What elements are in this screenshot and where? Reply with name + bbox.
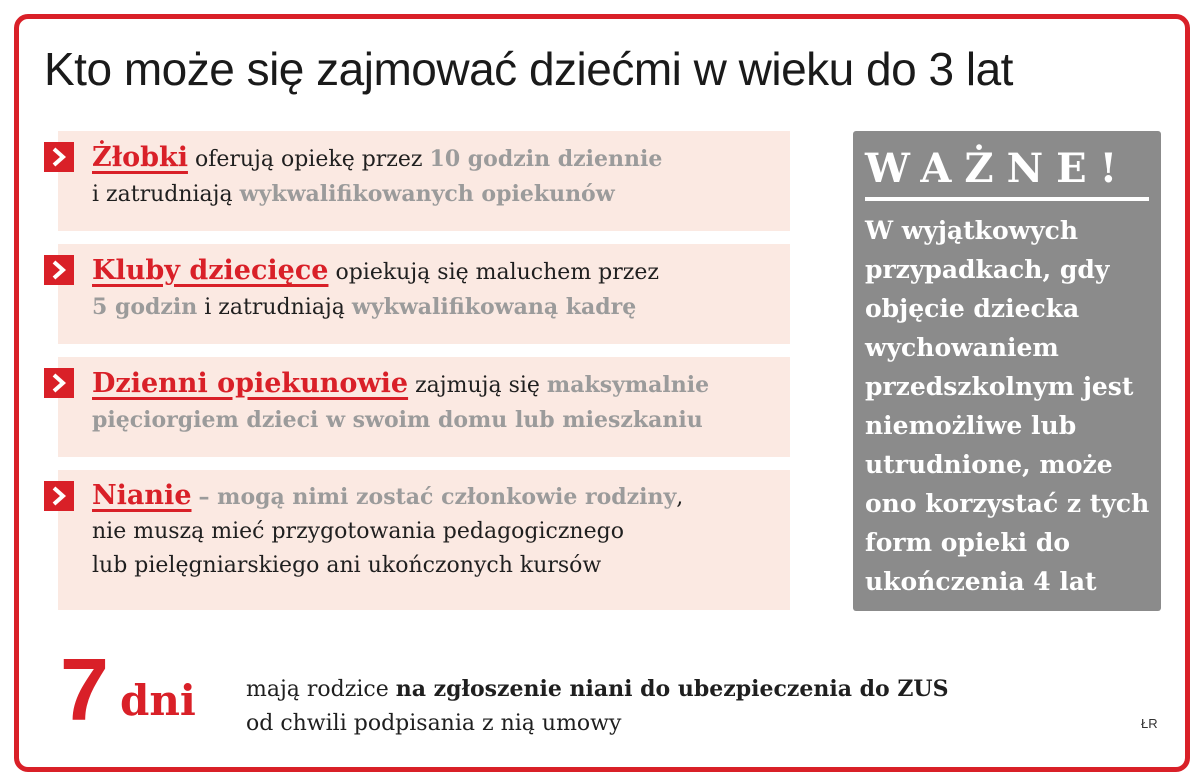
- note-line: ukończenia 4 lat: [865, 567, 1097, 596]
- item-text-opiekunowie: [92, 367, 709, 438]
- item-text: oferują opiekę przez: [194, 147, 423, 172]
- item-text: ,: [676, 485, 684, 510]
- note-line: form opieki do: [865, 528, 1070, 557]
- item-heading: Dzienni opiekunowie: [92, 368, 409, 399]
- note-line: ono korzystać z tych: [865, 489, 1150, 518]
- chevron-right-icon: [44, 481, 74, 511]
- item-text-kluby: [92, 254, 659, 325]
- item-highlight: pięciorgiem dzieci w swoim domu lub mieszkaniu: [92, 407, 703, 433]
- important-note-text: [865, 211, 1157, 601]
- chevron-right-icon: [44, 368, 74, 398]
- author-credit: ŁR: [1141, 716, 1158, 731]
- note-line: utrudnione, może: [865, 450, 1113, 479]
- item-highlight: 10 godzin dziennie: [429, 146, 663, 172]
- footer-text-part: od chwili podpisania z nią umowy: [246, 711, 622, 736]
- item-text: opiekują się maluchem przez: [335, 260, 659, 285]
- item-text: lub pielęgniarskiego ani ukończonych kursów: [92, 553, 602, 578]
- footer-text-bold: na zgłoszenie niani do ubezpieczenia do ZUS: [395, 676, 949, 702]
- item-text: i zatrudniają: [92, 182, 233, 207]
- item-highlight: – mogą nimi zostać członkowie rodziny: [198, 484, 677, 510]
- item-text: zajmują się: [415, 373, 540, 398]
- item-heading: Kluby dziecięce: [92, 255, 329, 286]
- important-note-panel: [853, 131, 1161, 611]
- footer-text-part: mają rodzice: [246, 677, 389, 702]
- note-line: objęcie dziecka: [865, 294, 1080, 323]
- note-line: wychowaniem: [865, 333, 1059, 362]
- item-highlight: wykwalifikowaną kadrę: [351, 294, 637, 320]
- item-highlight: 5 godzin: [92, 294, 198, 320]
- item-heading: Żłobki: [92, 142, 188, 173]
- item-text-nianie: [92, 479, 683, 583]
- divider: [865, 197, 1149, 201]
- days-number: 7: [60, 640, 109, 739]
- item-text: nie muszą mieć przygotowania pedagogicznego: [92, 519, 624, 544]
- page-title: Kto może się zajmować dziećmi w wieku do 3 lat: [44, 43, 1013, 95]
- chevron-right-icon: [44, 142, 74, 172]
- item-text-zlobki: [92, 141, 662, 212]
- item-highlight: maksymalnie: [546, 372, 710, 398]
- note-line: przypadkach, gdy: [865, 255, 1110, 284]
- footer-text: [246, 672, 948, 741]
- item-text: i zatrudniają: [204, 295, 345, 320]
- important-note-title: WAŻNE!: [865, 145, 1131, 192]
- item-highlight: wykwalifikowanych opiekunów: [239, 181, 615, 207]
- days-unit: dni: [120, 676, 196, 725]
- note-line: niemożliwe lub: [865, 411, 1077, 440]
- note-line: W wyjątkowych: [865, 216, 1079, 245]
- chevron-right-icon: [44, 255, 74, 285]
- note-line: przedszkolnym jest: [865, 372, 1134, 401]
- item-heading: Nianie: [92, 480, 192, 511]
